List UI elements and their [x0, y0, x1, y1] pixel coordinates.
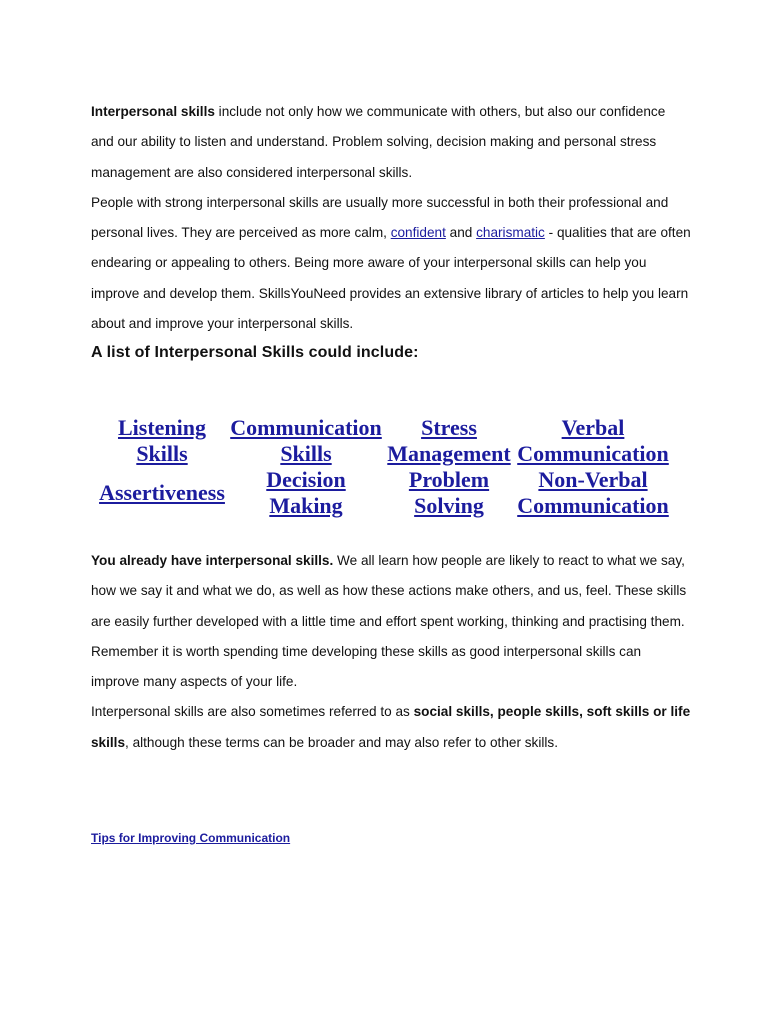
para4-text-b: , although these terms can be broader and may also refer to other skills.: [125, 734, 558, 750]
intro-term: Interpersonal skills: [91, 104, 215, 119]
skill-cell: [229, 415, 383, 467]
skills-row-1: [95, 415, 671, 467]
assertiveness-link[interactable]: Assertiveness: [99, 480, 225, 505]
skills-table: [95, 415, 671, 519]
para3-bold: You already have interpersonal skills.: [91, 553, 334, 568]
verbal-communication-link[interactable]: Verbal Communication: [517, 415, 669, 466]
para3-text: We all learn how people are likely to react to what we say, how we say it and what we do, as well as how these actions make others, and us, feel. These skills are easily further developed with a little time and effort spent working, thinking and practising them. Remember it is worth spending time developing these skills as good interpersonal skills can improve many aspects of your life.: [91, 553, 687, 690]
communication-skills-link[interactable]: Communication Skills: [230, 415, 382, 466]
skill-cell: [95, 467, 229, 519]
skill-cell: [229, 467, 383, 519]
problem-solving-link[interactable]: Problem Solving: [408, 467, 490, 518]
intro-paragraph: [91, 97, 691, 188]
skills-row-2: [95, 467, 671, 519]
charismatic-link[interactable]: charismatic: [476, 225, 545, 241]
stress-management-link[interactable]: Stress Management: [387, 415, 511, 466]
intro-text: include not only how we communicate with others, but also our confidence and our ability to listen and understand. Problem solving, decision making and personal stress management are also considered interpersonal skills.: [91, 104, 666, 180]
skill-cell: [515, 467, 671, 519]
non-verbal-communication-link[interactable]: Non-Verbal Communication: [517, 467, 669, 518]
skill-cell: [383, 467, 515, 519]
confident-link[interactable]: confident: [390, 225, 446, 241]
para2-text-b: - qualities that are often endearing or appealing to others. Being more aware of your interpersonal skills can help you improve and develop them. SkillsYouNeed provides an extensive library of articles to help you learn about and improve your interpersonal skills.: [91, 225, 691, 332]
para4-bold: social skills, people skills, soft skills or life skills: [91, 704, 691, 750]
skill-cell: [515, 415, 671, 467]
also-referred-paragraph: [91, 697, 691, 758]
para4-text-a: Interpersonal skills are also sometimes referred to as: [91, 704, 414, 720]
skills-list-heading: A list of Interpersonal Skills could include:: [91, 344, 419, 361]
strong-skills-paragraph: [91, 188, 691, 339]
already-have-skills-paragraph: [91, 546, 691, 697]
lower-text-block: [91, 546, 691, 758]
skill-cell: [95, 415, 229, 467]
skill-cell: [383, 415, 515, 467]
para2-text-and: and: [445, 225, 477, 241]
decision-making-link[interactable]: Decision Making: [266, 467, 346, 518]
listening-skills-link[interactable]: Listening Skills: [117, 415, 207, 466]
document-page: [91, 97, 691, 845]
tips-improving-communication-link[interactable]: Tips for Improving Communication: [91, 831, 291, 845]
para2-text-a: People with strong interpersonal skills are usually more successful in both their professional and personal lives. They are perceived as more calm,: [91, 194, 669, 241]
